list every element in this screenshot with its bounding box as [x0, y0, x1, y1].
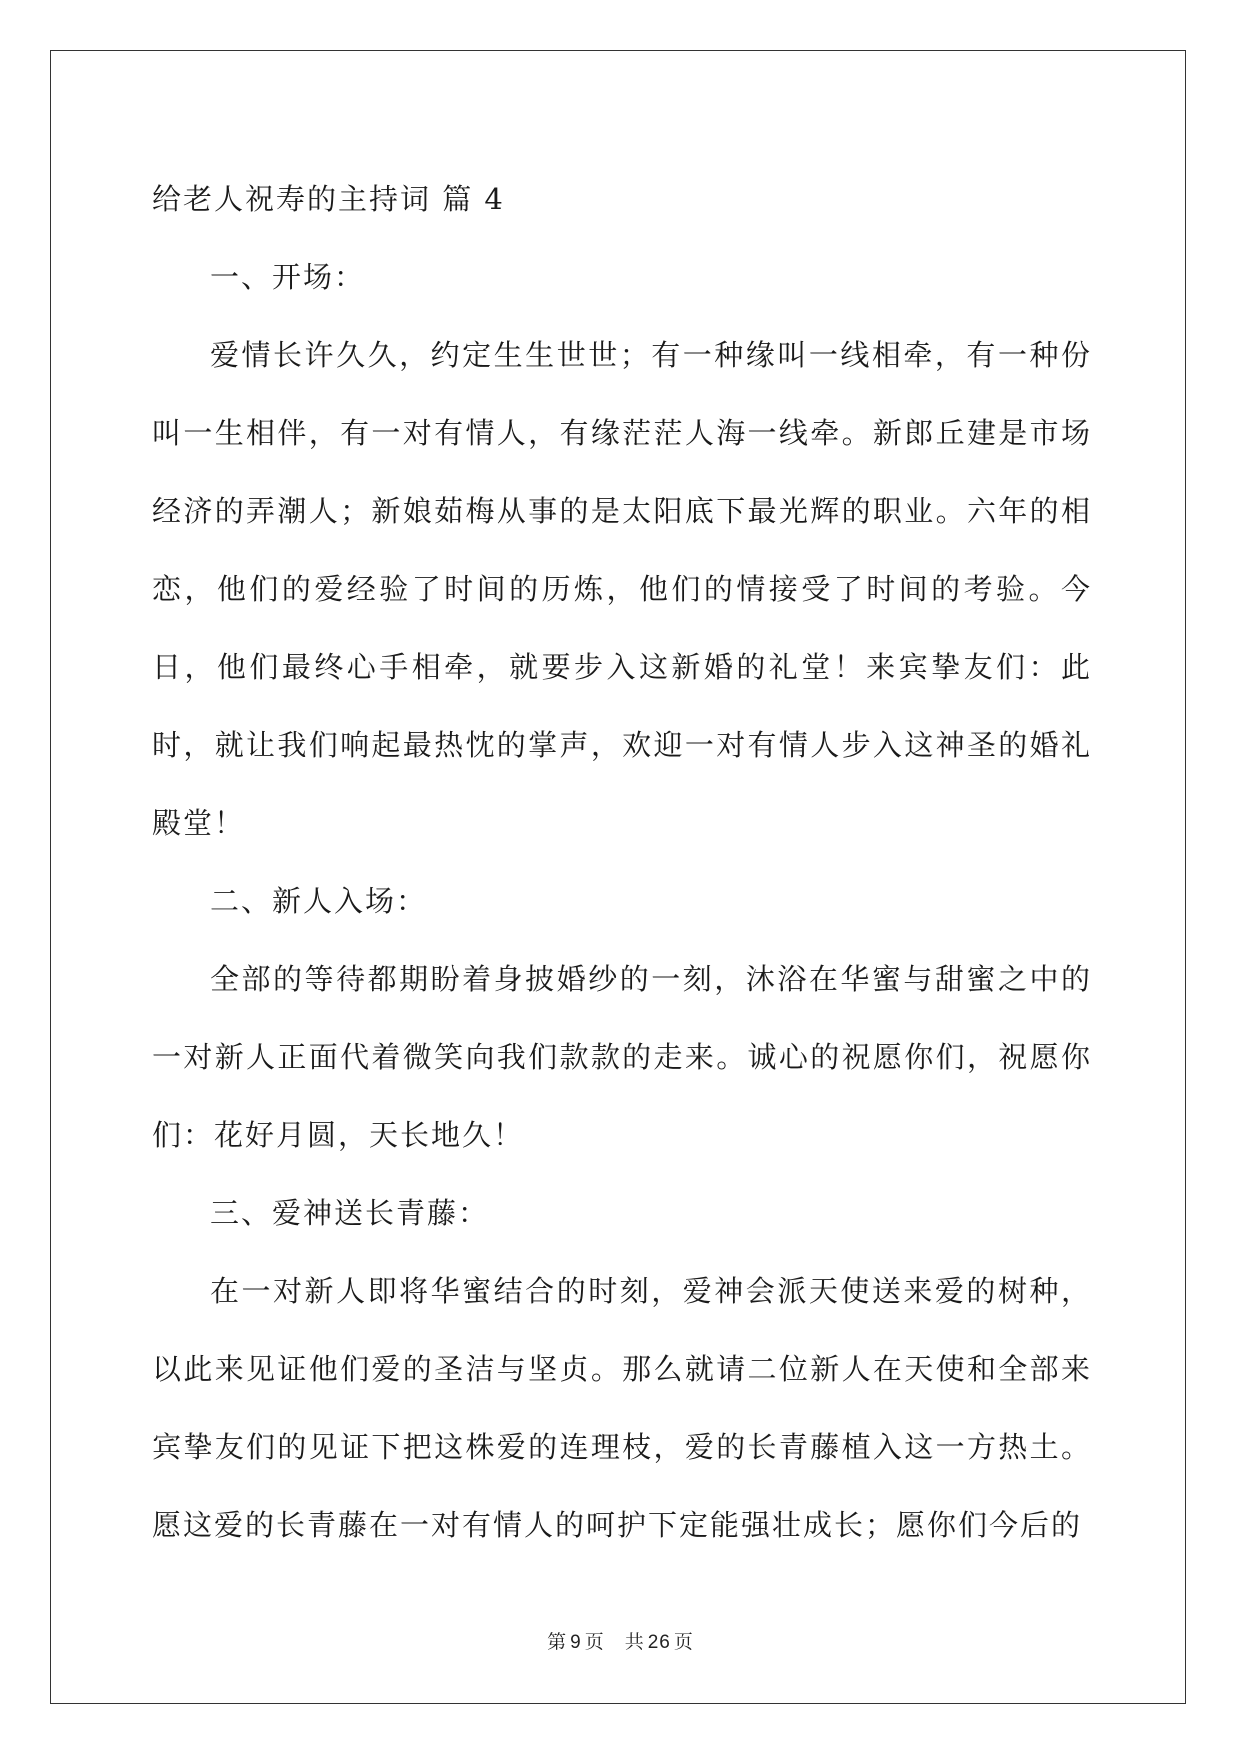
section-heading-entrance: 二、新人入场： — [210, 884, 428, 918]
paragraph-opening: 爱情长许久久，约定生生世世；有一种缘叫一线相牵，有一种份叫一生相伴，有一对有情人，有缘茫茫人海一线牵。新郎丘建是市场经济的弄潮人；新娘茹梅从事的是太阳底下最光辉的职业。六年的相恋，他们的爱经验了时间的历炼，他们的情接受了时间的考验。今日，他们最终心手相牵，就要步入这新婚的礼堂！来宾挚友们：此时，就让我们响起最热忱的掌声，欢迎一对有情人步入这神圣的婚礼殿堂！ — [152, 338, 1092, 840]
section-heading-ivy: 三、爱神送长青藤： — [210, 1196, 490, 1230]
page-prefix: 第 — [547, 1632, 568, 1653]
section-heading-opening: 一、开场： — [210, 260, 366, 294]
page-suffix: 页 — [584, 1632, 605, 1653]
page-number: 9 — [570, 1632, 582, 1653]
paragraph-ivy: 在一对新人即将华蜜结合的时刻，爱神会派天使送来爱的树种，以此来见证他们爱的圣洁与坚贞。那么就请二位新人在天使和全部来宾挚友们的见证下把这株爱的连理枝，爱的长青藤植入这一方热土。愿这爱的长青藤在一对有情人的呵护下定能强壮成长；愿你们今后的 — [152, 1274, 1092, 1542]
paragraph-entrance: 全部的等待都期盼着身披婚纱的一刻，沐浴在华蜜与甜蜜之中的一对新人正面代着微笑向我们款款的走来。诚心的祝愿你们，祝愿你们：花好月圆，天长地久！ — [152, 962, 1092, 1152]
total-suffix: 页 — [673, 1632, 694, 1653]
total-pages: 26 — [647, 1632, 671, 1653]
page-footer — [0, 1627, 1241, 1654]
document-body — [152, 160, 1092, 1564]
total-prefix: 共 — [624, 1632, 645, 1653]
document-title: 给老人祝寿的主持词 篇 4 — [152, 182, 505, 216]
